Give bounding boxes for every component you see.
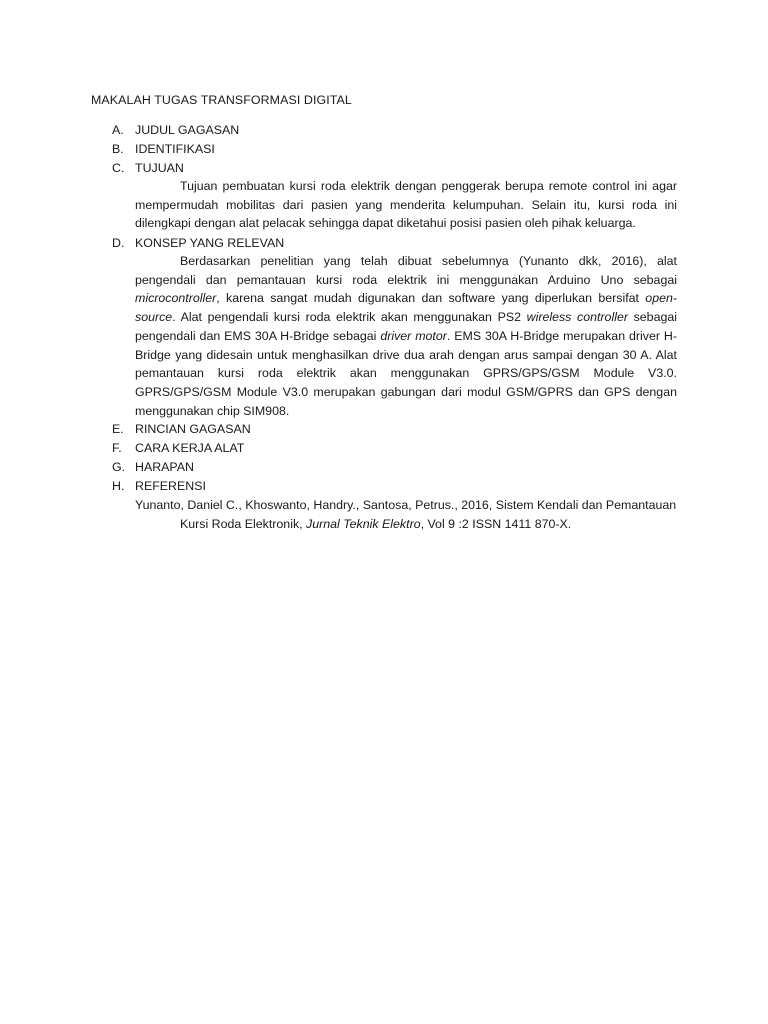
konsep-text-5: . EMS 30A H-Bridge merupakan driver H-Bridge yang didesain untuk menghasilkan drive dua arah dengan arus sampai dengan 30 A. Alat pemantauan kursi roda elektrik akan menggunakan GPRS/GPS/GSM Module V3.0. GPRS/GPS/GSM Module V3.0 merupakan gabungan dari modul GSM/GPRS dan GPS dengan menggunakan chip SIM908. [135,328,677,418]
section-heading-c [112,159,184,178]
section-heading-h [112,477,206,496]
section-heading-a [112,121,239,140]
section-heading-e [112,420,251,439]
konsep-text-4: sebagai pengendali dan EMS 30A H-Bridge sebagai [135,310,677,343]
section-label: IDENTIFIKASI [135,142,215,156]
section-heading-b [112,140,215,159]
konsep-italic-1: microcontroller [135,291,217,306]
section-label: REFERENSI [135,479,206,493]
konsep-italic-2: open-source [135,291,677,325]
konsep-text-2: , karena sangat mudah digunakan dan software yang diperlukan bersifat [216,291,646,306]
section-letter: E. [112,422,124,436]
konsep-italic-4: driver motor [380,328,447,343]
section-letter: G. [112,460,126,474]
section-label: HARAPAN [135,460,194,474]
section-heading-f [112,439,244,458]
section-letter: B. [112,142,124,156]
konsep-paragraph [135,252,677,420]
konsep-text-3: . Alat pengendali kursi roda elektrik akan menggunakan PS2 [172,310,527,325]
document-title: MAKALAH TUGAS TRANSFORMASI DIGITAL [91,93,352,107]
section-heading-d [112,234,284,253]
section-letter: H. [112,479,125,493]
konsep-italic-3: wireless controller [526,310,628,325]
section-label: KONSEP YANG RELEVAN [135,236,285,250]
section-letter: D. [112,236,125,250]
section-heading-g [112,458,194,477]
reference-journal: Jurnal Teknik Elektro [306,517,421,531]
konsep-text-1: Berdasarkan penelitian yang telah dibuat sebelumnya (Yunanto dkk, 2016), alat pengendali dan pemantauan kursi roda elektrik ini menggunakan Arduino Uno sebagai [135,254,677,287]
section-letter: A. [112,123,124,137]
section-label: CARA KERJA ALAT [135,441,245,455]
section-letter: F. [112,441,122,455]
section-label: TUJUAN [135,161,184,175]
section-letter: C. [112,161,125,175]
section-label: JUDUL GAGASAN [135,123,240,137]
reference-volume: , Vol 9 :2 ISSN 1411 870-X. [420,517,572,531]
tujuan-text: Tujuan pembuatan kursi roda elektrik dengan penggerak berupa remote control ini agar mempermudah mobilitas dari pasien yang menderita kelumpuhan. Selain itu, kursi roda ini dilengkapi dengan alat pelacak sehingga dapat diketahui posisi pasien oleh pihak keluarga. [135,179,677,231]
reference-line-2 [135,515,680,534]
reference-title: Kursi Roda Elektronik, [180,517,307,531]
tujuan-paragraph [135,177,677,233]
reference-entry [135,496,680,534]
section-label: RINCIAN GAGASAN [135,422,251,436]
reference-authors: Yunanto, Daniel C., Khoswanto, Handry., Santosa, Petrus., 2016, Sistem Kendali dan Pemantauan [135,498,677,512]
